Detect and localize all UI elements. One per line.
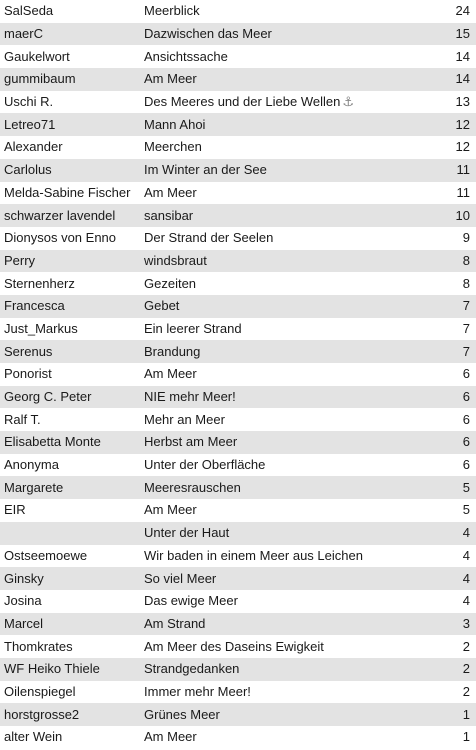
author-cell [0,113,140,136]
count-cell [444,227,476,250]
author-cell-text: Oilenspiegel [4,683,76,699]
title-cell-text: Am Meer [144,71,197,87]
author-cell-text: schwarzer lavendel [4,207,116,223]
table-row [0,386,476,409]
author-cell [0,136,140,159]
title-cell [140,726,444,749]
title-cell [140,23,444,46]
count-cell-text: 2 [462,661,470,677]
author-cell-text: Anonyma [4,457,59,473]
count-cell [444,272,476,295]
count-cell [444,726,476,749]
count-cell-text: 5 [462,479,470,495]
table-row [0,0,476,23]
count-cell [444,613,476,636]
author-cell-text: Margarete [4,479,64,495]
title-cell-text: Am Meer [144,502,197,518]
title-cell-text: Meeresrauschen [144,479,241,495]
title-cell-text: Meerblick [144,3,200,19]
count-cell-text: 12 [455,139,470,155]
author-cell-text: Ostseemoewe [4,547,88,563]
table-row [0,45,476,68]
author-cell [0,726,140,749]
count-cell [444,431,476,454]
count-cell [444,68,476,91]
title-cell [140,567,444,590]
count-cell-text: 2 [462,683,470,699]
author-cell [0,431,140,454]
table-row [0,204,476,227]
title-cell-text: Ansichtssache [144,48,228,64]
title-cell [140,340,444,363]
author-cell-text: Just_Markus [4,320,78,336]
table-row [0,159,476,182]
author-cell-text: Thomkrates [4,638,73,654]
count-cell-text: 7 [462,343,470,359]
title-cell-text: Gezeiten [144,275,197,291]
count-cell-text: 15 [455,26,470,42]
author-cell-text: EIR [4,502,26,518]
title-cell [140,590,444,613]
author-cell [0,522,140,545]
count-cell-text: 4 [462,525,470,541]
title-cell [140,476,444,499]
author-cell [0,476,140,499]
title-cell [140,0,444,23]
title-cell-text: Immer mehr Meer! [144,683,251,699]
title-cell [140,635,444,658]
title-cell [140,681,444,704]
count-cell [444,250,476,273]
title-cell-text: Am Strand [144,615,206,631]
count-cell-text: 1 [462,706,470,722]
anchor-icon: ⚓ [342,94,354,110]
title-cell-text: NIE mehr Meer! [144,389,236,405]
count-cell-text: 4 [462,547,470,563]
count-cell [444,295,476,318]
title-cell-text: Dazwischen das Meer [144,26,272,42]
author-cell-text: Marcel [4,615,44,631]
title-cell-text: Unter der Haut [144,525,230,541]
count-cell [444,658,476,681]
count-cell [444,545,476,568]
count-cell [444,91,476,114]
author-cell-text: maerC [4,26,44,42]
title-cell [140,613,444,636]
author-cell-text: Perry [4,252,36,268]
title-cell-text: Das ewige Meer [144,593,238,609]
table-row [0,476,476,499]
table-row [0,91,476,114]
count-cell-text: 8 [462,252,470,268]
count-cell [444,204,476,227]
table-row [0,454,476,477]
table-row [0,590,476,613]
author-cell-text: Carlolus [4,162,52,178]
count-cell-text: 6 [462,389,470,405]
author-cell-text: Ralf T. [4,411,41,427]
author-cell [0,204,140,227]
count-cell-text: 14 [455,48,470,64]
author-cell [0,545,140,568]
count-cell-text: 6 [462,457,470,473]
title-cell [140,545,444,568]
author-cell [0,23,140,46]
author-cell-text: Francesca [4,298,65,314]
author-cell [0,658,140,681]
title-cell-text: Am Meer [144,729,197,745]
author-cell [0,567,140,590]
author-cell [0,182,140,205]
author-cell-text: Alexander [4,139,63,155]
count-cell [444,499,476,522]
title-cell [140,272,444,295]
title-cell [140,658,444,681]
table-row [0,318,476,341]
table-row [0,408,476,431]
count-cell-text: 12 [455,116,470,132]
title-cell [140,68,444,91]
title-cell-text: windsbraut [144,252,207,268]
count-cell [444,522,476,545]
author-cell [0,340,140,363]
author-cell [0,408,140,431]
table-row [0,613,476,636]
count-cell-text: 3 [462,615,470,631]
title-cell [140,159,444,182]
author-cell [0,703,140,726]
title-cell-text: Meerchen [144,139,202,155]
count-cell-text: 9 [462,230,470,246]
author-cell-text: SalSeda [4,3,54,19]
title-cell [140,91,444,114]
title-cell-text: Herbst am Meer [144,434,238,450]
title-cell [140,113,444,136]
author-cell [0,0,140,23]
table-row [0,272,476,295]
count-cell-text: 6 [462,366,470,382]
author-cell-text: Ponorist [4,366,52,382]
title-cell-text: Am Meer [144,184,197,200]
count-cell-text: 6 [462,434,470,450]
author-cell-text: Letreo71 [4,116,56,132]
table-row [0,703,476,726]
title-cell-text: Strandgedanken [144,661,240,677]
table-row [0,431,476,454]
author-cell-text: gummibaum [4,71,76,87]
title-cell [140,431,444,454]
title-cell [140,408,444,431]
author-cell [0,454,140,477]
author-cell [0,272,140,295]
author-cell [0,227,140,250]
author-cell-text: alter Wein [4,729,63,745]
author-cell [0,91,140,114]
count-cell-text: 7 [462,320,470,336]
author-cell-text: horstgrosse2 [4,706,80,722]
author-cell-text: Josina [4,593,42,609]
count-cell-text: 11 [456,184,470,200]
author-cell-text: Ginsky [4,570,44,586]
count-cell [444,182,476,205]
count-cell-text: 14 [455,71,470,87]
count-cell-text: 4 [462,570,470,586]
title-cell-text: So viel Meer [144,570,217,586]
count-cell-text: 11 [456,162,470,178]
count-cell-text: 24 [455,3,470,19]
title-cell-text: Am Meer des Daseins Ewigkeit [144,638,324,654]
table-row [0,681,476,704]
count-cell [444,340,476,363]
table-row [0,522,476,545]
author-cell-text: Georg C. Peter [4,389,92,405]
title-cell-text: Brandung [144,343,201,359]
author-cell [0,499,140,522]
author-cell [0,318,140,341]
author-cell [0,295,140,318]
author-cell [0,68,140,91]
title-cell [140,386,444,409]
count-cell-text: 13 [455,94,470,110]
author-cell-text: Melda-Sabine Fischer [4,184,131,200]
title-cell-text: Der Strand der Seelen [144,230,274,246]
title-cell [140,295,444,318]
count-cell-text: 5 [462,502,470,518]
title-cell [140,250,444,273]
title-cell-text: Des Meeres und der Liebe Wellen [144,94,341,110]
count-cell-text: 6 [462,411,470,427]
title-cell-text: Unter der Oberfläche [144,457,266,473]
count-cell [444,703,476,726]
author-cell-text: Serenus [4,343,53,359]
count-cell-text: 8 [462,275,470,291]
count-cell [444,590,476,613]
title-cell [140,499,444,522]
author-cell [0,590,140,613]
table-row [0,68,476,91]
title-cell [140,703,444,726]
table-row [0,545,476,568]
table-row [0,113,476,136]
count-cell [444,0,476,23]
title-cell-text: Ein leerer Strand [144,320,242,336]
count-cell [444,635,476,658]
title-cell-text: Mehr an Meer [144,411,225,427]
title-cell-text: Gebet [144,298,180,314]
count-cell [444,318,476,341]
title-cell [140,454,444,477]
author-cell [0,613,140,636]
count-cell [444,23,476,46]
author-cell-text: WF Heiko Thiele [4,661,100,677]
author-cell-text: Gaukelwort [4,48,70,64]
count-cell-text: 1 [462,729,470,745]
table-row [0,250,476,273]
count-cell [444,113,476,136]
title-cell-text: Am Meer [144,366,197,382]
table-row [0,23,476,46]
count-cell-text: 7 [462,298,470,314]
count-cell [444,159,476,182]
count-cell [444,454,476,477]
count-cell-text: 10 [455,207,470,223]
title-cell-text: Grünes Meer [144,706,220,722]
title-cell-text: Mann Ahoi [144,116,206,132]
count-cell [444,681,476,704]
table-row [0,658,476,681]
count-cell [444,45,476,68]
title-cell [140,363,444,386]
author-cell-text: Elisabetta Monte [4,434,101,450]
author-cell [0,363,140,386]
author-cell [0,250,140,273]
author-cell [0,159,140,182]
title-cell [140,522,444,545]
title-cell [140,227,444,250]
author-cell [0,681,140,704]
title-cell [140,318,444,341]
title-cell [140,45,444,68]
author-cell-text: Uschi R. [4,94,54,110]
table-row [0,295,476,318]
table-row [0,340,476,363]
count-cell [444,386,476,409]
count-cell [444,408,476,431]
count-cell [444,363,476,386]
author-cell [0,45,140,68]
count-cell-text: 4 [462,593,470,609]
table-row [0,227,476,250]
table-row [0,726,476,749]
count-cell [444,567,476,590]
author-cell [0,386,140,409]
table-row [0,363,476,386]
title-cell [140,136,444,159]
table-row [0,182,476,205]
title-cell-text: sansibar [144,207,194,223]
table-row [0,136,476,159]
author-cell [0,635,140,658]
table-row [0,499,476,522]
count-cell [444,476,476,499]
author-cell-text: Dionysos von Enno [4,230,117,246]
author-cell-text: Sternenherz [4,275,75,291]
count-cell [444,136,476,159]
table-row [0,567,476,590]
title-cell-text: Im Winter an der See [144,162,267,178]
count-cell-text: 2 [462,638,470,654]
title-cell [140,204,444,227]
table-row [0,635,476,658]
title-cell-text: Wir baden in einem Meer aus Leichen [144,547,363,563]
title-cell [140,182,444,205]
